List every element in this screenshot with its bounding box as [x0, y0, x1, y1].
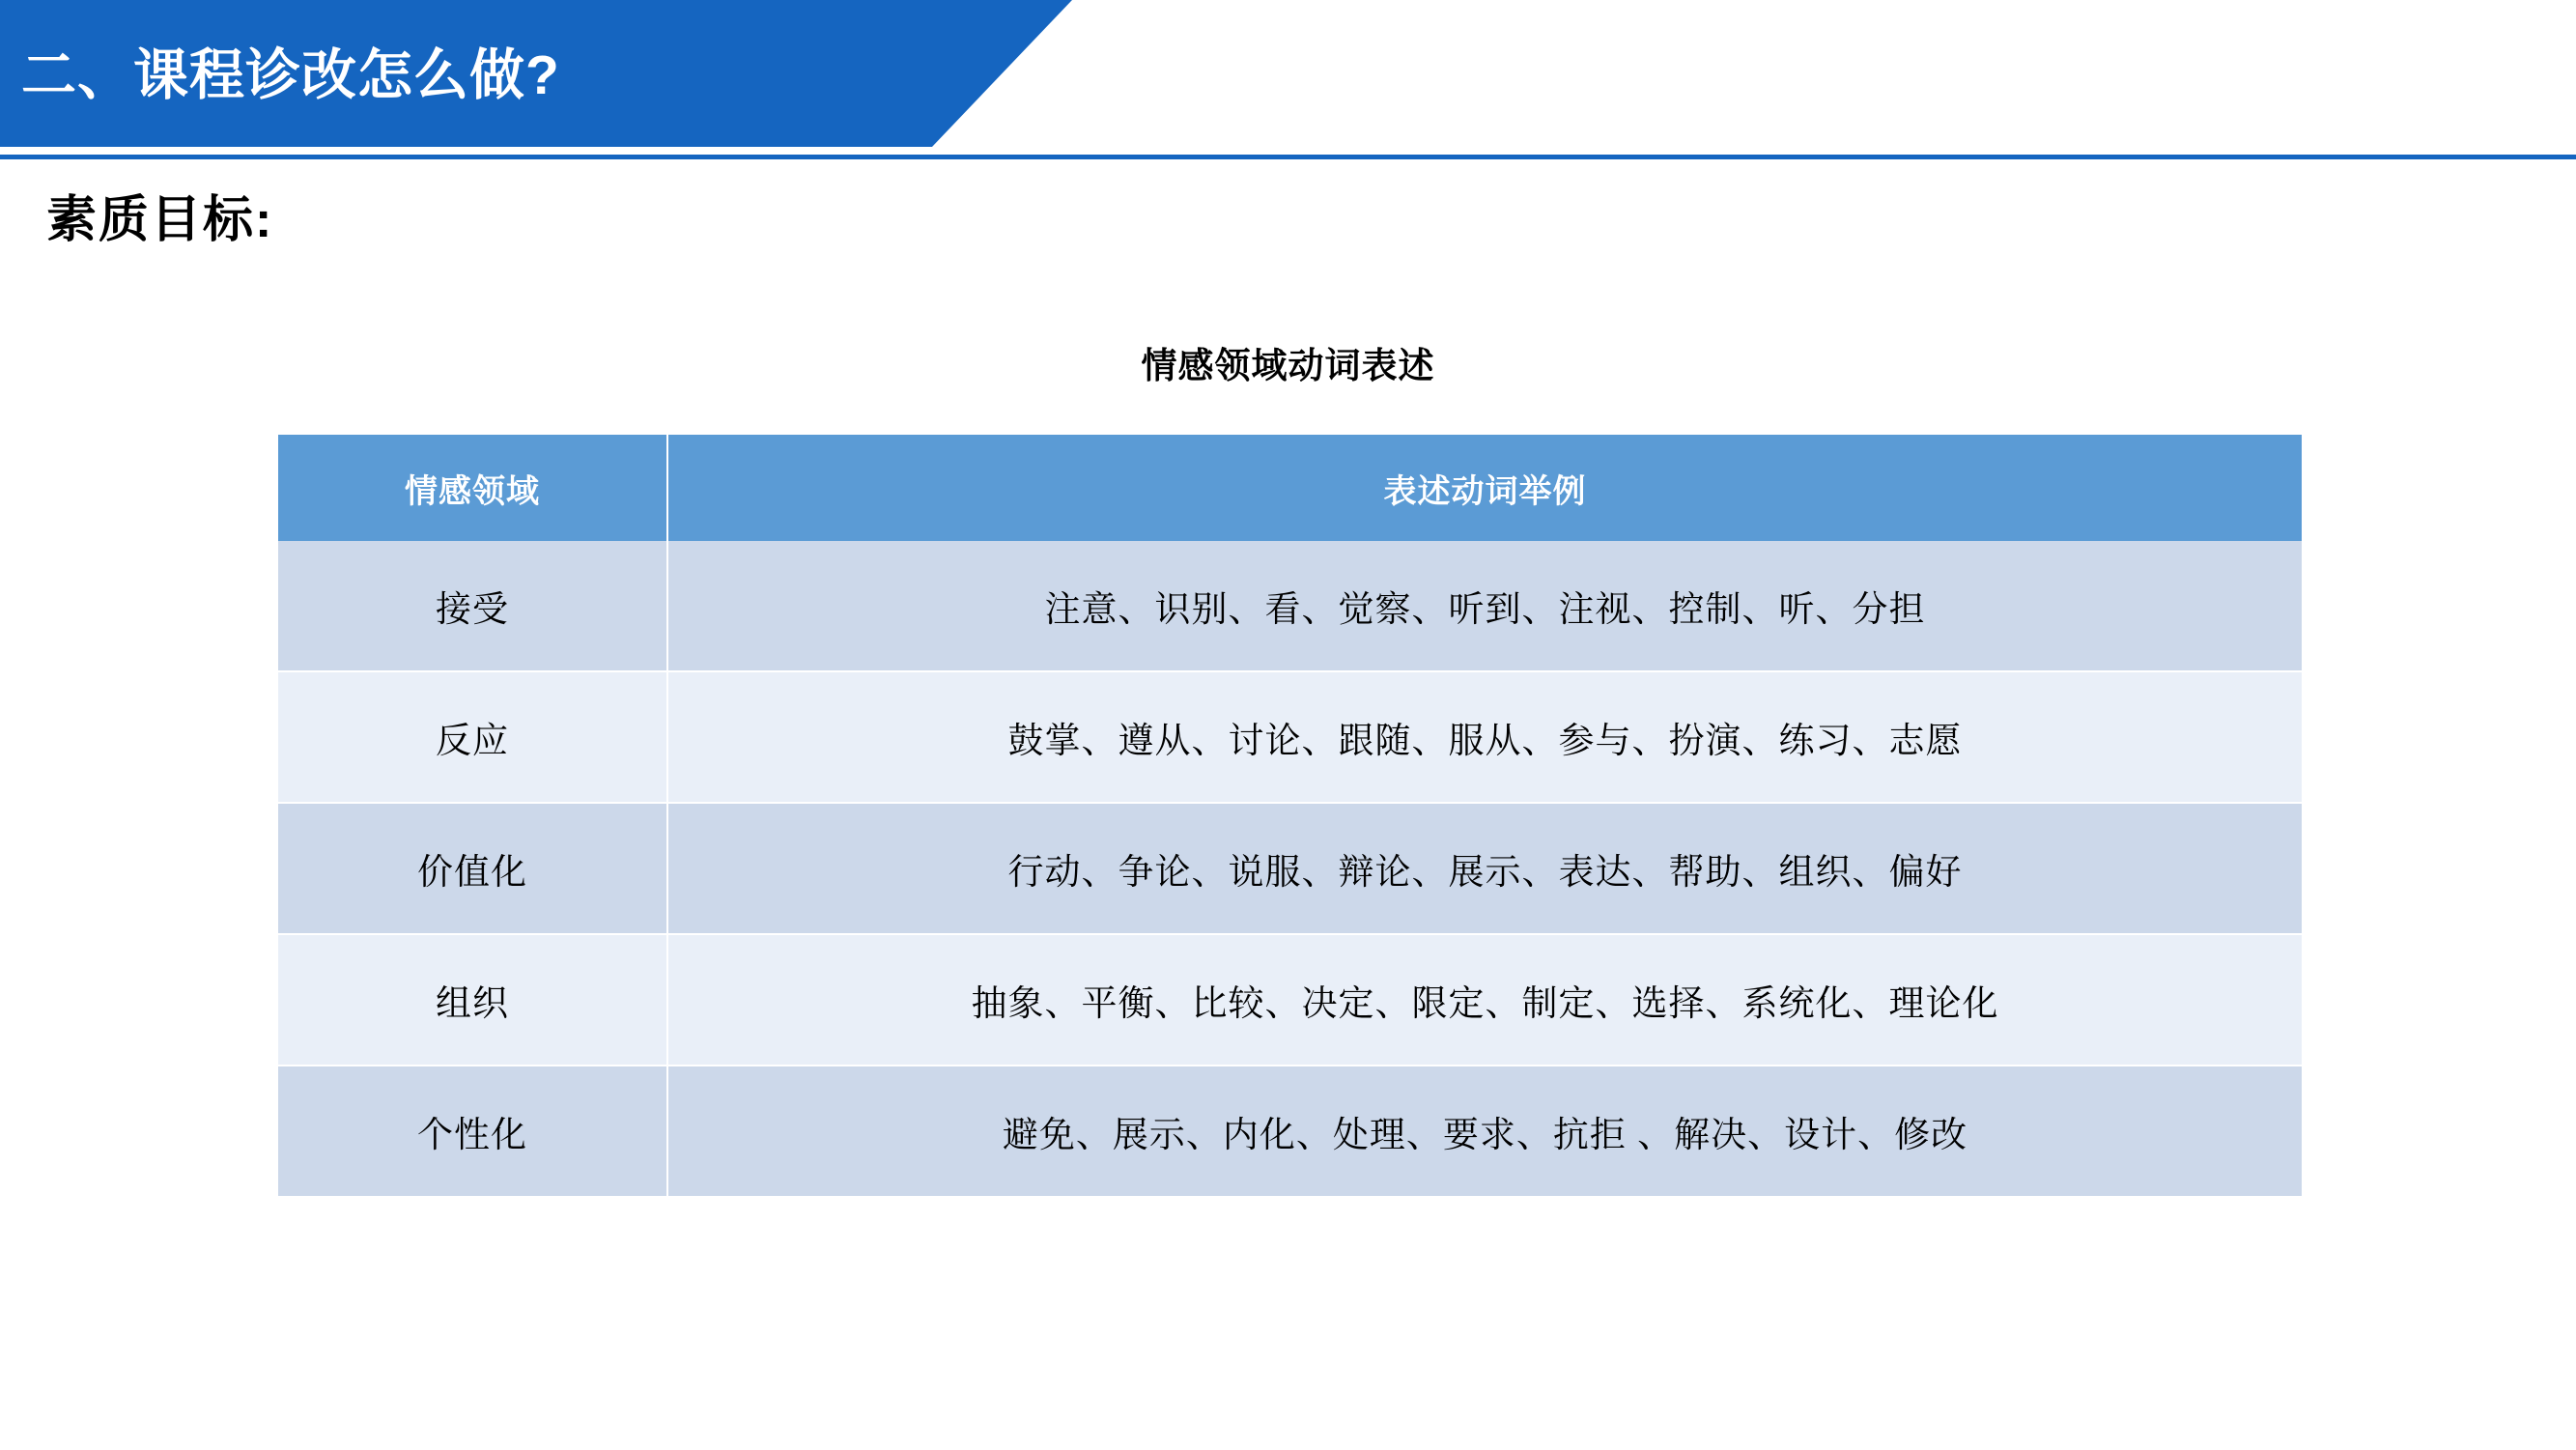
cell-domain: 组织	[278, 934, 667, 1066]
table-caption: 情感领域动词表述	[1141, 346, 1435, 385]
cell-verbs: 注意、识别、看、觉察、听到、注视、控制、听、分担	[667, 541, 2302, 671]
table-row	[278, 803, 2302, 934]
table-row	[278, 934, 2302, 1066]
cell-domain: 接受	[278, 541, 667, 671]
cell-verbs: 避免、展示、内化、处理、要求、抗拒 、解决、设计、修改	[667, 1066, 2302, 1196]
affective-domain-verbs-table	[278, 435, 2302, 1196]
page-title: 素质目标:	[46, 192, 274, 248]
header-divider-rule	[0, 155, 2576, 159]
table-body	[278, 541, 2302, 1196]
cell-domain: 个性化	[278, 1066, 667, 1196]
cell-verbs: 行动、争论、说服、辩论、展示、表达、帮助、组织、偏好	[667, 803, 2302, 934]
table-row	[278, 671, 2302, 803]
cell-domain: 反应	[278, 671, 667, 803]
table-header-row	[278, 435, 2302, 541]
column-header-verbs: 表述动词举例	[667, 435, 2302, 541]
slide-header	[0, 0, 2576, 164]
cell-verbs: 抽象、平衡、比较、决定、限定、制定、选择、系统化、理论化	[667, 934, 2302, 1066]
cell-domain: 价值化	[278, 803, 667, 934]
table-row	[278, 541, 2302, 671]
header-title: 二、课程诊改怎么做?	[21, 44, 560, 106]
column-header-domain: 情感领域	[278, 435, 667, 541]
cell-verbs: 鼓掌、遵从、讨论、跟随、服从、参与、扮演、练习、志愿	[667, 671, 2302, 803]
table-header	[278, 435, 2302, 541]
table-row	[278, 1066, 2302, 1196]
